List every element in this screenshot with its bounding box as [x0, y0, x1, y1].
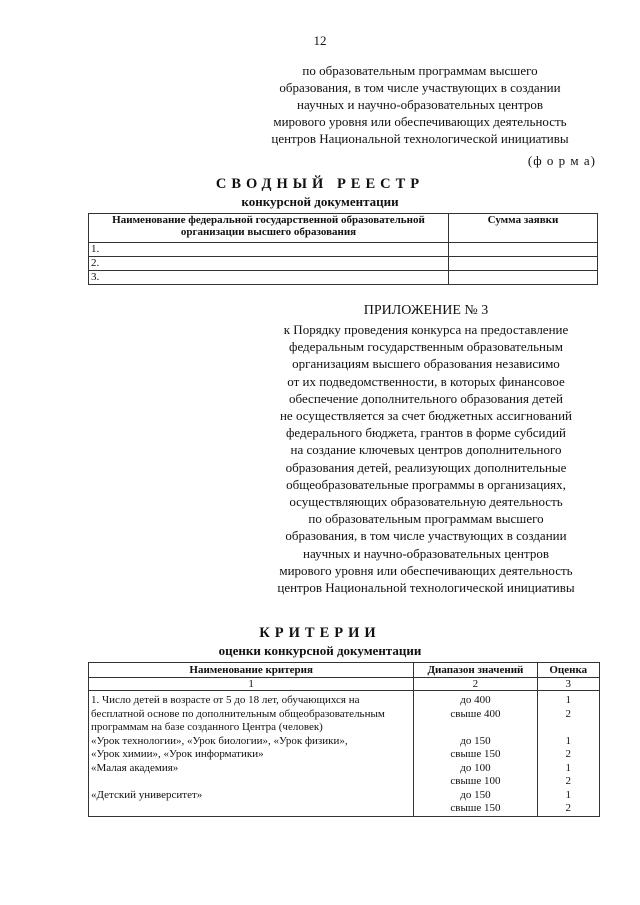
table-row — [89, 271, 598, 285]
text-line: образования, в том числе участвующих в создании — [279, 80, 561, 95]
table-row — [89, 243, 598, 257]
range-value: до 150 — [460, 788, 491, 801]
criterion-line: «Урок технологии», «Урок биологии», «Урок физики», — [91, 734, 348, 747]
score-value: 2 — [565, 748, 571, 760]
score-value: 1 — [565, 761, 571, 774]
table-cell — [449, 271, 598, 285]
criteria-title: КРИТЕРИИ — [259, 625, 381, 641]
score-value: 2 — [565, 802, 571, 814]
criterion-line: 1. Число детей в возрасте от 5 до 18 лет, обучающихся на — [91, 694, 360, 706]
criterion-line: «Детский университет» — [91, 788, 203, 801]
criterion-line: «Малая академия» — [91, 761, 179, 774]
criterion-line: программам на базе созданного Центра (человек) — [91, 721, 323, 733]
spacer — [540, 721, 598, 735]
spacer — [91, 775, 411, 789]
score-value: 2 — [565, 775, 571, 787]
text-line: по образовательным программам высшего — [308, 511, 544, 527]
criterion-line: «Урок химии», «Урок информатики» — [91, 748, 264, 760]
range-value: до 400 — [460, 694, 491, 706]
registry-subtitle: конкурсной документации — [241, 194, 399, 209]
table-header-cell: Диапазон значений — [414, 663, 537, 678]
page-number: 12 — [313, 33, 327, 48]
range-value: свыше 400 — [450, 707, 501, 720]
score-value: 1 — [565, 734, 571, 747]
text-line: федерального бюджета, грантов в форме субсидий — [285, 425, 566, 441]
spacer — [416, 721, 534, 735]
text-line: образования детей, реализующих дополнительные — [285, 459, 567, 475]
text-line: мирового уровня или обеспечивающих деятельность — [279, 562, 573, 578]
range-value: до 100 — [460, 761, 491, 774]
text-line: общеобразовательные программы в организациях, — [286, 476, 566, 492]
table-cell: 3. — [89, 271, 449, 285]
table-header-cell: Наименование критерия — [89, 663, 414, 678]
score-value: 1 — [565, 788, 571, 801]
table-header-cell: Наименование федеральной государственной образовательной организации высшего образования — [89, 214, 449, 243]
registry-table — [88, 213, 598, 285]
score-cell — [537, 691, 600, 817]
table-header-cell: Сумма заявки — [449, 214, 598, 243]
table-cell — [449, 243, 598, 257]
spacer — [91, 802, 411, 816]
range-value: свыше 100 — [450, 775, 501, 787]
text-line: научных и научно-образовательных центров — [297, 97, 543, 112]
form-label: (ф о р м а) — [527, 153, 596, 168]
text-line: федеральным государственным образовательным — [289, 339, 563, 355]
text-line: по образовательным программам высшего — [302, 63, 538, 78]
column-number: 2 — [414, 678, 537, 691]
text-line: центров Национальной технологической инициативы — [271, 131, 569, 146]
table-header-cell: Оценка — [537, 663, 600, 678]
table-cell: 1. — [89, 243, 449, 257]
score-value: 2 — [565, 707, 571, 720]
table-header-row — [89, 663, 600, 678]
range-cell — [414, 691, 537, 817]
text-line: от их подведомственности, в которых финансовое — [287, 373, 565, 389]
criteria-table — [88, 662, 600, 817]
registry-title: СВОДНЫЙ РЕЕСТР — [215, 176, 425, 192]
criteria-subtitle: оценки конкурсной документации — [218, 643, 422, 658]
text-line: обеспечение дополнительного образования детей — [289, 390, 563, 406]
range-value: до 150 — [460, 734, 491, 747]
column-number: 1 — [89, 678, 414, 691]
text-line: не осуществляется за счет бюджетных ассигнований — [279, 408, 573, 424]
criterion-line: бесплатной основе по дополнительным общеобразовательным — [91, 707, 385, 720]
table-cell — [449, 257, 598, 271]
criterion-cell — [89, 691, 414, 817]
column-number-row — [89, 678, 600, 691]
table-row — [89, 691, 600, 817]
top-continuation-text — [240, 62, 600, 147]
text-line: научных и научно-образовательных центров — [303, 545, 549, 561]
text-line: образования, в том числе участвующих в создании — [285, 528, 567, 544]
appendix-title: ПРИЛОЖЕНИЕ № 3 — [363, 303, 489, 318]
text-line: мирового уровня или обеспечивающих деятельность — [273, 114, 567, 129]
range-value: свыше 150 — [450, 748, 501, 760]
text-line: осуществляющих образовательную деятельность — [289, 494, 563, 510]
column-number: 3 — [537, 678, 600, 691]
text-line: центров Национальной технологической инициативы — [277, 580, 575, 596]
table-row — [89, 257, 598, 271]
text-line: организациям высшего образования независимо — [292, 356, 560, 372]
text-line: к Порядку проведения конкурса на предоставление — [283, 322, 569, 337]
range-value: свыше 150 — [450, 802, 501, 814]
score-value: 1 — [565, 694, 571, 706]
table-cell: 2. — [89, 257, 449, 271]
table-header-row — [89, 214, 598, 243]
appendix-text — [252, 321, 600, 596]
text-line: на создание ключевых центров дополнительного — [290, 442, 562, 458]
